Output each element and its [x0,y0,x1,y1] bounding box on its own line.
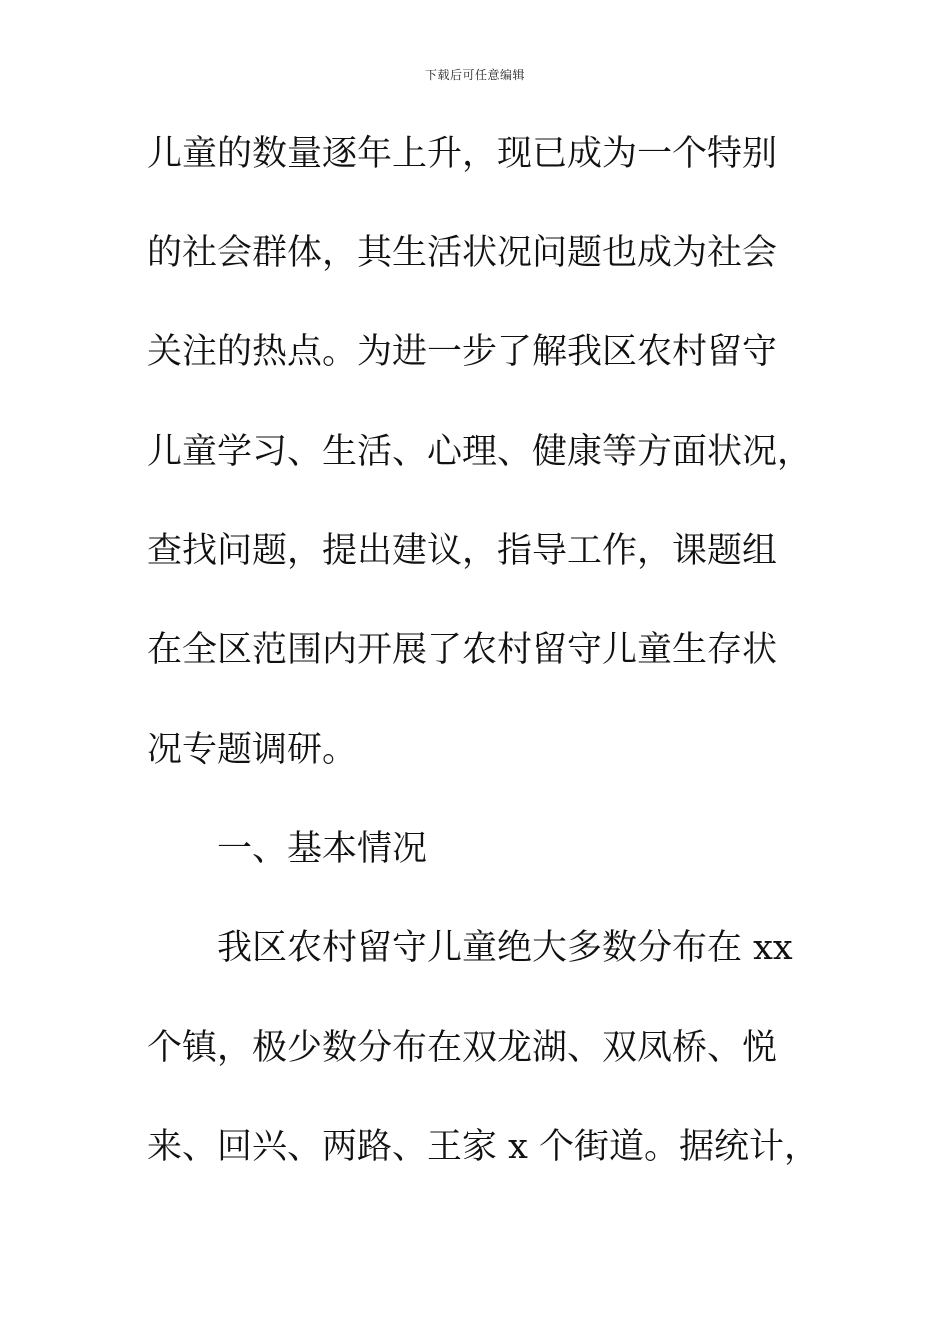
paragraph-line: 我区农村留守儿童绝大多数分布在 xx [217,928,793,968]
header-note: 下载后可任意编辑 [424,68,525,82]
paragraph-line: 儿童学习、生活、心理、健康等方面状况， [147,432,813,472]
paragraph-line: 的社会群体，其生活状况问题也成为社会 [147,233,778,273]
paragraph-line: 在全区范围内开展了农村留守儿童生存状 [147,630,778,670]
paragraph-line: 来、回兴、两路、王家 x 个街道。据统计， [147,1127,819,1167]
paragraph-line: 查找问题，提出建议，指导工作，课题组 [147,531,778,571]
paragraph-line: 关注的热点。为进一步了解我区农村留守 [147,332,778,372]
section-heading: 一、基本情况 [217,829,428,869]
paragraph-line: 况专题调研。 [147,730,358,770]
paragraph-line: 个镇，极少数分布在双龙湖、双凤桥、悦 [147,1028,778,1068]
paragraph-line: 儿童的数量逐年上升，现已成为一个特别 [147,134,778,174]
